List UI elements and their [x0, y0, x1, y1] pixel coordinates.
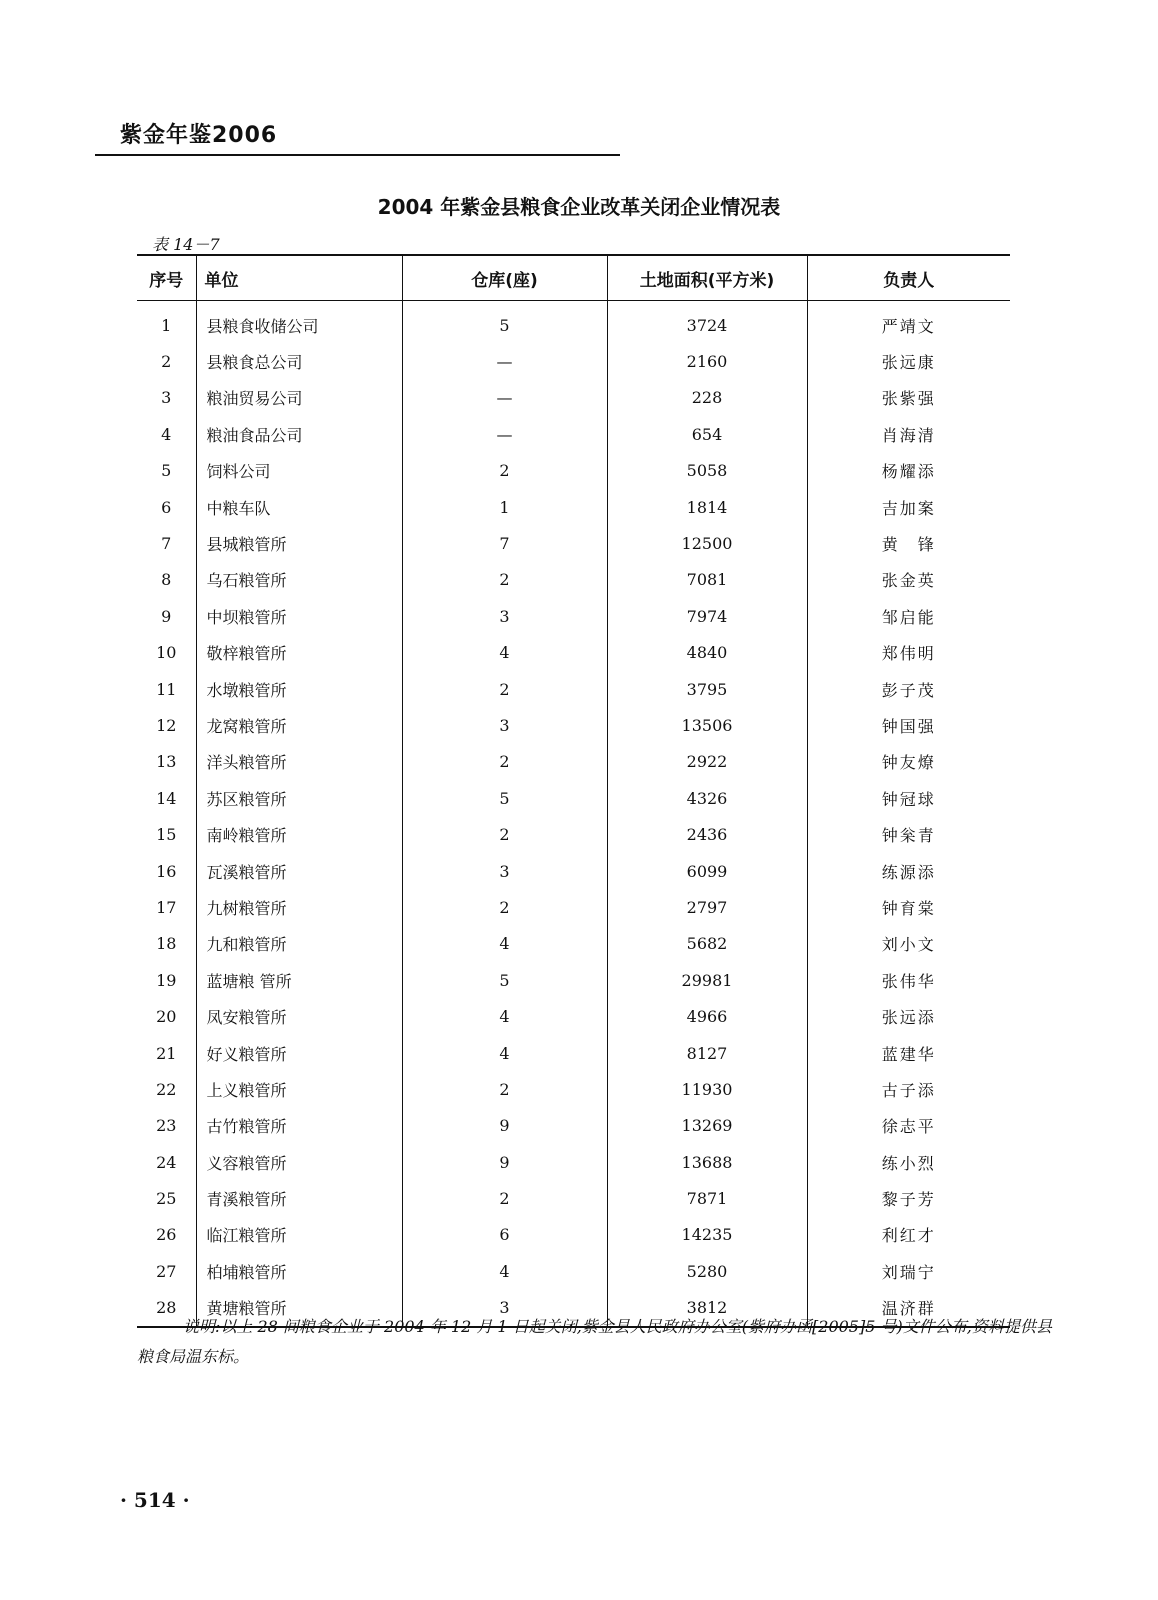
header-unit: 单位 — [196, 255, 402, 301]
cell-unit: 瓦溪粮管所 — [196, 853, 402, 889]
table-title: 2004 年紫金县粮食企业改革关闭企业情况表 — [377, 195, 781, 219]
cell-person: 练小烈 — [807, 1144, 1010, 1180]
cell-warehouses: 3 — [402, 1290, 607, 1327]
cell-warehouses: 4 — [402, 635, 607, 671]
cell-seq: 11 — [156, 679, 177, 699]
cell-person: 郑伟明 — [807, 635, 1010, 671]
table-row — [137, 998, 1010, 1034]
cell-unit: 九树粮管所 — [196, 889, 402, 925]
table-row — [137, 1144, 1010, 1180]
table-row — [137, 562, 1010, 598]
cell-seq: 28 — [156, 1298, 177, 1318]
table-row — [137, 1071, 1010, 1107]
cell-warehouses: 2 — [402, 1071, 607, 1107]
cell-unit: 县粮食收储公司 — [196, 301, 402, 344]
enterprise-table — [137, 254, 1010, 1328]
cell-land-area: 13269 — [607, 1108, 807, 1144]
cell-unit: 粮油贸易公司 — [196, 380, 402, 416]
cell-warehouses: 3 — [402, 853, 607, 889]
cell-unit: 中坝粮管所 — [196, 598, 402, 634]
cell-seq: 3 — [161, 388, 172, 408]
cell-land-area: 228 — [607, 380, 807, 416]
cell-unit: 县城粮管所 — [196, 525, 402, 561]
cell-unit: 龙窝粮管所 — [196, 707, 402, 743]
cell-seq: 22 — [156, 1079, 177, 1099]
cell-warehouses: 4 — [402, 1253, 607, 1289]
cell-unit: 敬梓粮管所 — [196, 635, 402, 671]
cell-warehouses: 5 — [402, 962, 607, 998]
cell-person: 黎子芳 — [807, 1180, 1010, 1216]
table-header-row — [137, 255, 1010, 301]
cell-warehouses: — — [402, 416, 607, 452]
cell-land-area: 1814 — [607, 489, 807, 525]
cell-seq: 27 — [156, 1261, 177, 1281]
table-row — [137, 707, 1010, 743]
cell-person: 黄 锋 — [807, 525, 1010, 561]
cell-unit: 水墩粮管所 — [196, 671, 402, 707]
cell-seq: 18 — [156, 934, 177, 954]
cell-land-area: 13688 — [607, 1144, 807, 1180]
table-number-label: 表 14－7 — [152, 235, 220, 254]
cell-person: 张伟华 — [807, 962, 1010, 998]
cell-warehouses: 4 — [402, 1035, 607, 1071]
cell-unit: 洋头粮管所 — [196, 744, 402, 780]
table-row — [137, 489, 1010, 525]
table-row — [137, 744, 1010, 780]
cell-warehouses: 3 — [402, 707, 607, 743]
cell-unit: 凤安粮管所 — [196, 998, 402, 1034]
cell-warehouses: 2 — [402, 671, 607, 707]
cell-person: 温济群 — [807, 1290, 1010, 1327]
cell-seq: 6 — [161, 497, 172, 517]
cell-person: 严靖文 — [807, 301, 1010, 344]
cell-seq: 20 — [156, 1007, 177, 1027]
cell-person: 张远康 — [807, 343, 1010, 379]
cell-person: 张远添 — [807, 998, 1010, 1034]
cell-seq: 26 — [156, 1225, 177, 1245]
cell-seq: 24 — [156, 1152, 177, 1172]
header-warehouses: 仓库(座) — [402, 255, 607, 301]
table-row — [137, 962, 1010, 998]
table-row — [137, 635, 1010, 671]
cell-land-area: 11930 — [607, 1071, 807, 1107]
cell-warehouses: 9 — [402, 1108, 607, 1144]
cell-unit: 苏区粮管所 — [196, 780, 402, 816]
cell-warehouses: 2 — [402, 453, 607, 489]
table-row — [137, 671, 1010, 707]
table-row — [137, 1180, 1010, 1216]
cell-person: 钟育棠 — [807, 889, 1010, 925]
cell-land-area: 12500 — [607, 525, 807, 561]
table-row — [137, 853, 1010, 889]
cell-seq: 10 — [156, 643, 177, 663]
cell-seq: 19 — [156, 970, 177, 990]
cell-warehouses: 2 — [402, 744, 607, 780]
cell-person: 刘小文 — [807, 926, 1010, 962]
cell-warehouses: 4 — [402, 998, 607, 1034]
table-row — [137, 380, 1010, 416]
cell-land-area: 7871 — [607, 1180, 807, 1216]
cell-seq: 23 — [156, 1116, 177, 1136]
header-land-area: 土地面积(平方米) — [607, 255, 807, 301]
table-row — [137, 598, 1010, 634]
cell-warehouses: 5 — [402, 301, 607, 344]
cell-unit: 义容粮管所 — [196, 1144, 402, 1180]
cell-land-area: 3795 — [607, 671, 807, 707]
cell-seq: 15 — [156, 825, 177, 845]
cell-land-area: 7974 — [607, 598, 807, 634]
cell-person: 张金英 — [807, 562, 1010, 598]
cell-person: 吉加案 — [807, 489, 1010, 525]
table-row — [137, 1108, 1010, 1144]
cell-unit: 县粮食总公司 — [196, 343, 402, 379]
cell-land-area: 6099 — [607, 853, 807, 889]
cell-seq: 4 — [161, 424, 172, 444]
cell-unit: 中粮车队 — [196, 489, 402, 525]
table-row — [137, 343, 1010, 379]
cell-land-area: 5682 — [607, 926, 807, 962]
cell-person: 彭子茂 — [807, 671, 1010, 707]
cell-unit: 青溪粮管所 — [196, 1180, 402, 1216]
cell-seq: 2 — [161, 352, 172, 372]
header-rule — [95, 154, 620, 156]
cell-land-area: 29981 — [607, 962, 807, 998]
cell-warehouses: 2 — [402, 1180, 607, 1216]
cell-unit: 饲料公司 — [196, 453, 402, 489]
cell-land-area: 8127 — [607, 1035, 807, 1071]
table-row — [137, 780, 1010, 816]
cell-warehouses: 1 — [402, 489, 607, 525]
cell-seq: 17 — [156, 897, 177, 917]
cell-land-area: 2797 — [607, 889, 807, 925]
cell-seq: 12 — [156, 715, 177, 735]
cell-unit: 九和粮管所 — [196, 926, 402, 962]
cell-warehouses: — — [402, 380, 607, 416]
cell-land-area: 2436 — [607, 816, 807, 852]
cell-land-area: 3812 — [607, 1290, 807, 1327]
cell-person: 钟友燎 — [807, 744, 1010, 780]
cell-land-area: 654 — [607, 416, 807, 452]
cell-unit: 好义粮管所 — [196, 1035, 402, 1071]
running-head: 紫金年鉴2006 — [120, 123, 278, 148]
cell-land-area: 4840 — [607, 635, 807, 671]
cell-warehouses: 7 — [402, 525, 607, 561]
cell-seq: 7 — [161, 534, 172, 554]
cell-land-area: 2160 — [607, 343, 807, 379]
table-row — [137, 525, 1010, 561]
cell-land-area: 7081 — [607, 562, 807, 598]
cell-unit: 粮油食品公司 — [196, 416, 402, 452]
cell-unit: 蓝塘粮 管所 — [196, 962, 402, 998]
cell-person: 徐志平 — [807, 1108, 1010, 1144]
cell-person: 张紫强 — [807, 380, 1010, 416]
cell-seq: 25 — [156, 1189, 177, 1209]
cell-person: 杨耀添 — [807, 453, 1010, 489]
cell-seq: 16 — [156, 861, 177, 881]
cell-unit: 乌石粮管所 — [196, 562, 402, 598]
page-number: · 514 · — [120, 1488, 190, 1512]
cell-seq: 8 — [161, 570, 172, 590]
cell-person: 蓝建华 — [807, 1035, 1010, 1071]
table-row — [137, 416, 1010, 452]
cell-person: 钟国强 — [807, 707, 1010, 743]
cell-seq: 9 — [161, 606, 172, 626]
table-row — [137, 1035, 1010, 1071]
cell-seq: 14 — [156, 788, 177, 808]
table-note: 说明:以上 28 间粮食企业于 2004 年 12 月 1 日起关闭,紫金县人民政府办公室(紫府办函[2005]5 号)文件公布,资料提供县粮食局温东标。 — [137, 1317, 1052, 1366]
cell-person: 利红才 — [807, 1217, 1010, 1253]
cell-land-area: 13506 — [607, 707, 807, 743]
table-row — [137, 301, 1010, 344]
cell-unit: 古竹粮管所 — [196, 1108, 402, 1144]
cell-warehouses: 2 — [402, 816, 607, 852]
cell-person: 刘瑞宁 — [807, 1253, 1010, 1289]
cell-person: 邹启能 — [807, 598, 1010, 634]
cell-land-area: 5280 — [607, 1253, 807, 1289]
cell-land-area: 4966 — [607, 998, 807, 1034]
cell-warehouses: 6 — [402, 1217, 607, 1253]
table-body — [137, 301, 1010, 1327]
table-row — [137, 816, 1010, 852]
cell-land-area: 2922 — [607, 744, 807, 780]
cell-warehouses: 2 — [402, 562, 607, 598]
cell-land-area: 4326 — [607, 780, 807, 816]
table-row — [137, 1217, 1010, 1253]
cell-person: 钟冠球 — [807, 780, 1010, 816]
cell-unit: 南岭粮管所 — [196, 816, 402, 852]
cell-warehouses: 2 — [402, 889, 607, 925]
header-person: 负责人 — [807, 255, 1010, 301]
cell-person: 钟枀青 — [807, 816, 1010, 852]
cell-person: 古子添 — [807, 1071, 1010, 1107]
cell-warehouses: 3 — [402, 598, 607, 634]
cell-seq: 13 — [156, 752, 177, 772]
table-row — [137, 1253, 1010, 1289]
cell-land-area: 3724 — [607, 301, 807, 344]
cell-unit: 上义粮管所 — [196, 1071, 402, 1107]
cell-seq: 1 — [161, 315, 172, 335]
cell-warehouses: 9 — [402, 1144, 607, 1180]
cell-warehouses: 5 — [402, 780, 607, 816]
cell-unit: 柏埔粮管所 — [196, 1253, 402, 1289]
cell-seq: 21 — [156, 1043, 177, 1063]
table-row — [137, 926, 1010, 962]
table-row — [137, 889, 1010, 925]
cell-person: 练源添 — [807, 853, 1010, 889]
table-row — [137, 453, 1010, 489]
cell-unit: 黄塘粮管所 — [196, 1290, 402, 1327]
cell-warehouses: — — [402, 343, 607, 379]
cell-person: 肖海清 — [807, 416, 1010, 452]
cell-unit: 临江粮管所 — [196, 1217, 402, 1253]
cell-seq: 5 — [161, 461, 172, 481]
cell-land-area: 14235 — [607, 1217, 807, 1253]
cell-land-area: 5058 — [607, 453, 807, 489]
header-seq: 序号 — [137, 255, 196, 301]
cell-warehouses: 4 — [402, 926, 607, 962]
